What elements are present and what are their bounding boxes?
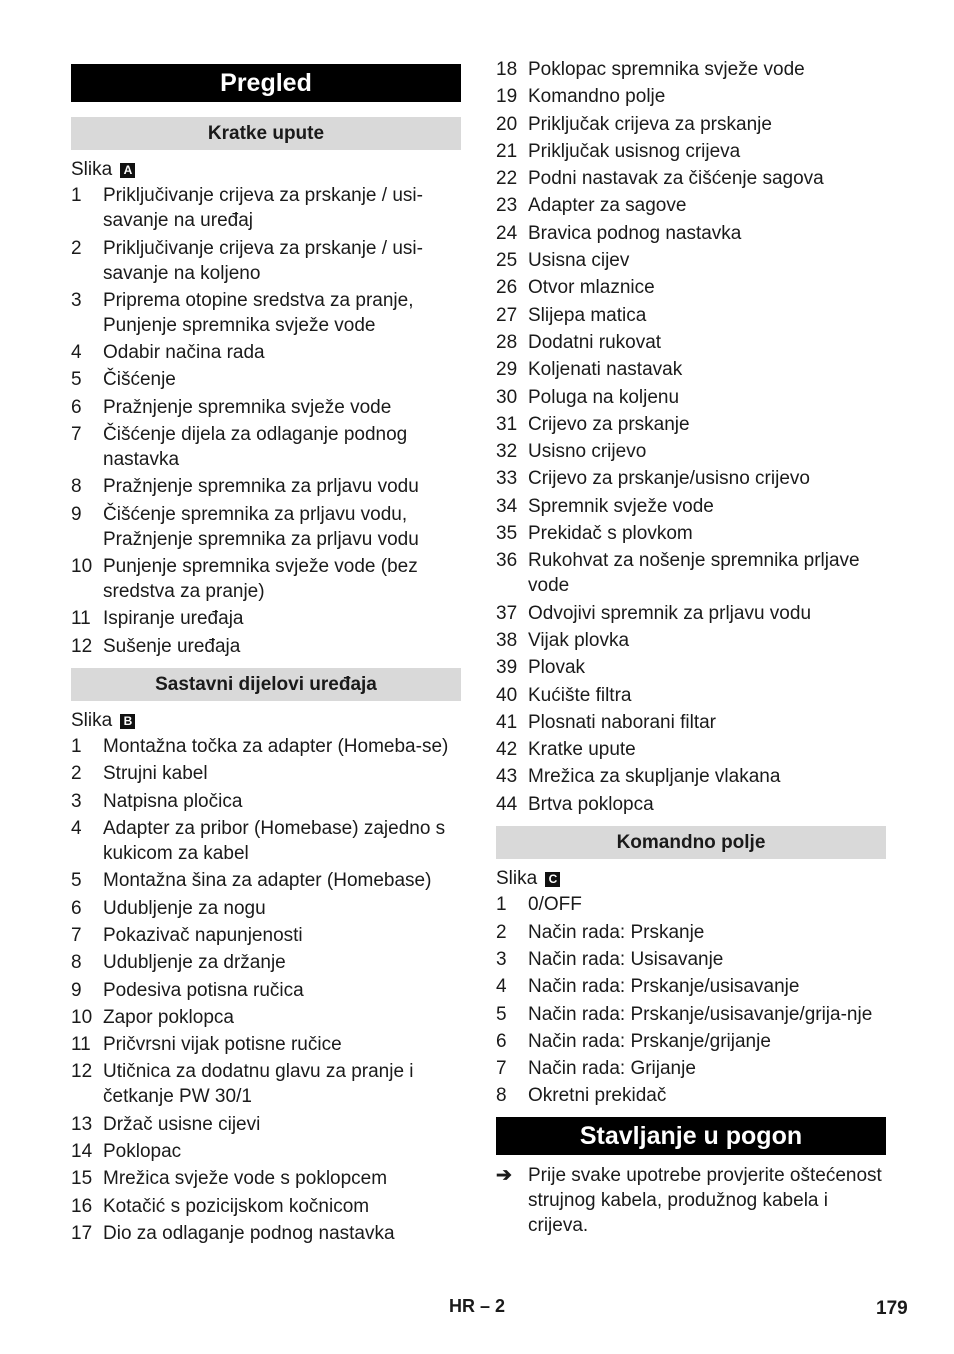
item-text: Mrežica za skupljanje vlakana	[528, 766, 781, 788]
list-item	[71, 606, 461, 631]
item-text: Način rada: Prskanje/usisavanje	[528, 976, 800, 998]
item-number: 26	[496, 277, 518, 299]
list-item	[496, 166, 886, 191]
item-text: Okretni prekidač	[528, 1085, 667, 1107]
item-number: 5	[71, 870, 82, 892]
list-item	[496, 193, 886, 218]
item-text: Odvojivi spremnik za prljavu vodu	[528, 602, 812, 624]
list-item	[71, 1139, 461, 1164]
item-number: 33	[496, 468, 518, 490]
item-number: 31	[496, 413, 518, 435]
item-number: 14	[71, 1141, 93, 1163]
item-text: Pričvrsni vijak potisne ručice	[103, 1034, 342, 1056]
item-text: Poklopac spremnika svježe vode	[528, 59, 805, 80]
item-text: Čišćenje dijela za odlaganje podnog nastavka	[103, 424, 408, 471]
item-text: Priprema otopine sredstva za pranje, Punjenje spremnika svježe vode	[103, 289, 414, 336]
list-item	[71, 734, 461, 759]
quick-guide-list	[71, 183, 461, 658]
item-number: 34	[496, 495, 518, 517]
item-number: 37	[496, 602, 518, 624]
list-item	[496, 466, 886, 491]
heading-kratke-upute: Kratke upute	[71, 117, 461, 150]
item-number: 2	[496, 921, 507, 943]
item-text: Rukohvat za nošenje spremnika prljave vode	[528, 550, 860, 597]
item-number: 1	[496, 894, 507, 916]
item-number: 1	[71, 736, 82, 758]
list-item	[496, 330, 886, 355]
item-text: Poluga na koljenu	[528, 386, 680, 408]
item-text: Dodatni rukovat	[528, 331, 662, 353]
item-text: Crijevo za prskanje/usisno crijevo	[528, 468, 810, 490]
item-text: Kućište filtra	[528, 684, 632, 706]
item-number: 8	[71, 952, 82, 974]
item-number: 22	[496, 168, 518, 190]
item-number: 6	[71, 396, 82, 418]
item-text: Usisna cijev	[528, 250, 630, 272]
instruction-bullet	[496, 1163, 886, 1238]
item-text: Način rada: Grijanje	[528, 1058, 696, 1080]
item-text: Utičnica za dodatnu glavu za pranje i četkanje PW 30/1	[103, 1061, 414, 1108]
item-text: Poklopac	[103, 1141, 182, 1163]
item-number: 18	[496, 59, 518, 80]
item-number: 9	[71, 503, 82, 525]
footer-dash: –	[480, 1296, 491, 1316]
item-number: 23	[496, 195, 518, 217]
item-text: Priključivanje crijeva za prskanje / usi-savanje na koljeno	[103, 237, 423, 284]
list-item	[496, 683, 886, 708]
list-item	[71, 1166, 461, 1191]
list-item	[496, 601, 886, 626]
item-number: 4	[71, 818, 82, 840]
list-item	[496, 947, 886, 972]
footer-language-page	[449, 1296, 505, 1317]
item-number: 35	[496, 523, 518, 545]
list-item	[496, 221, 886, 246]
list-item	[496, 1083, 886, 1108]
item-text: Odabir načina rada	[103, 342, 265, 364]
list-item	[496, 57, 886, 82]
item-number: 13	[71, 1113, 93, 1135]
item-text: Punjenje spremnika svježe vode (bez sredstva za pranje)	[103, 555, 418, 602]
figure-word: Slika	[496, 868, 538, 890]
arrow-right-icon: ➔	[496, 1164, 512, 1186]
list-item	[496, 655, 886, 680]
figure-reference-a	[71, 156, 461, 183]
item-number: 8	[71, 476, 82, 498]
item-text: Način rada: Usisavanje	[528, 948, 724, 970]
list-item	[496, 1029, 886, 1054]
item-number: 8	[496, 1085, 507, 1107]
item-number: 16	[71, 1195, 93, 1217]
item-text: Pražnjenje spremnika svježe vode	[103, 396, 392, 418]
item-number: 10	[71, 555, 93, 577]
list-item	[496, 1002, 886, 1027]
item-number: 24	[496, 222, 518, 244]
item-number: 39	[496, 657, 518, 679]
item-text: Čišćenje spremnika za prljavu vodu, Pražnjenje spremnika za prljavu vodu	[103, 503, 419, 550]
list-item	[71, 978, 461, 1003]
list-item	[71, 761, 461, 786]
list-item	[71, 1032, 461, 1057]
list-item	[496, 737, 886, 762]
list-item	[71, 789, 461, 814]
list-item	[496, 439, 886, 464]
item-text: Crijevo za prskanje	[528, 413, 690, 435]
item-text: Plovak	[528, 657, 586, 679]
list-item	[71, 1221, 461, 1246]
list-item	[71, 1194, 461, 1219]
item-number: 3	[71, 790, 82, 812]
footer-language: HR	[449, 1296, 475, 1316]
item-number: 20	[496, 113, 518, 135]
right-column	[496, 0, 886, 1240]
item-text: Adapter za pribor (Homebase) zajedno s kukicom za kabel	[103, 818, 446, 865]
list-item	[496, 792, 886, 817]
item-number: 28	[496, 331, 518, 353]
figure-word: Slika	[71, 159, 113, 180]
item-text: Komandno polje	[528, 86, 666, 108]
list-item	[71, 474, 461, 499]
list-item	[496, 764, 886, 789]
list-item	[71, 236, 461, 286]
item-text: Priključivanje crijeva za prskanje / usi-savanje na uređaj	[103, 185, 423, 232]
item-number: 6	[71, 897, 82, 919]
list-item	[71, 868, 461, 893]
list-item	[496, 628, 886, 653]
list-item	[71, 422, 461, 472]
page-number: 179	[876, 1298, 908, 1319]
list-item	[71, 395, 461, 420]
item-text: Montažna šina za adapter (Homebase)	[103, 870, 432, 892]
item-text: Pokazivač napunjenosti	[103, 924, 303, 946]
item-text: Zapor poklopca	[103, 1006, 234, 1028]
item-text: Podesiva potisna ručica	[103, 979, 304, 1001]
item-number: 4	[496, 976, 507, 998]
item-number: 32	[496, 441, 518, 463]
item-number: 4	[71, 342, 82, 364]
control-panel-list	[496, 892, 886, 1108]
item-text: Držač usisne cijevi	[103, 1113, 261, 1135]
figure-letter-a: A	[120, 163, 135, 178]
list-item	[496, 974, 886, 999]
list-item	[71, 1112, 461, 1137]
list-item	[496, 521, 886, 546]
item-number: 19	[496, 86, 518, 108]
item-number: 1	[71, 185, 82, 207]
item-text: Brtva poklopca	[528, 793, 654, 815]
item-text: Priključak crijeva za prskanje	[528, 113, 772, 135]
item-text: Način rada: Prskanje/usisavanje/grija-nje	[528, 1003, 873, 1025]
item-text: Sušenje uređaja	[103, 635, 241, 657]
item-text: Kotačić s pozicijskom kočnicom	[103, 1195, 370, 1217]
list-item	[71, 896, 461, 921]
list-item	[496, 112, 886, 137]
item-number: 12	[71, 635, 93, 657]
section-title-pregled: Pregled	[71, 64, 461, 102]
item-text: Pražnjenje spremnika za prljavu vodu	[103, 476, 419, 498]
item-number: 42	[496, 739, 518, 761]
item-number: 44	[496, 793, 518, 815]
item-number: 2	[71, 763, 82, 785]
item-number: 21	[496, 140, 518, 162]
item-number: 36	[496, 550, 518, 572]
item-number: 30	[496, 386, 518, 408]
item-text: Vijak plovka	[528, 629, 630, 651]
item-number: 41	[496, 711, 518, 733]
list-item	[496, 548, 886, 598]
item-number: 15	[71, 1168, 93, 1190]
item-text: Otvor mlaznice	[528, 277, 655, 299]
item-number: 11	[71, 1034, 91, 1056]
list-item	[496, 357, 886, 382]
item-number: 40	[496, 684, 518, 706]
item-text: 0/OFF	[528, 894, 582, 916]
figure-word: Slika	[71, 709, 113, 731]
item-text: Način rada: Prskanje	[528, 921, 705, 943]
item-text: Čišćenje	[103, 369, 176, 391]
list-item	[71, 816, 461, 866]
item-number: 25	[496, 250, 518, 272]
section-title-stavljanje-u-pogon: Stavljanje u pogon	[496, 1117, 886, 1155]
item-text: Kratke upute	[528, 739, 636, 761]
figure-reference-c	[496, 865, 886, 892]
item-text: Strujni kabel	[103, 763, 208, 785]
list-item	[496, 84, 886, 109]
footer-section-page: 2	[495, 1296, 506, 1316]
item-text: Priključak usisnog crijeva	[528, 140, 741, 162]
list-item	[496, 248, 886, 273]
list-item	[496, 1056, 886, 1081]
instruction-text: Prije svake upotrebe provjerite oštećenost strujnog kabela, produžnog kabela i crijeva.	[528, 1164, 882, 1236]
item-text: Spremnik svježe vode	[528, 495, 714, 517]
list-item	[496, 303, 886, 328]
item-text: Adapter za sagove	[528, 195, 687, 217]
list-item	[71, 288, 461, 338]
list-item	[496, 412, 886, 437]
figure-letter-c: C	[545, 872, 560, 887]
item-number: 29	[496, 359, 518, 381]
list-item	[71, 554, 461, 604]
item-number: 6	[496, 1030, 507, 1052]
item-text: Mrežica svježe vode s poklopcem	[103, 1168, 388, 1190]
list-item	[71, 950, 461, 975]
list-item	[496, 494, 886, 519]
item-number: 17	[71, 1222, 93, 1244]
list-item	[496, 385, 886, 410]
item-number: 11	[71, 608, 91, 630]
list-item	[496, 139, 886, 164]
item-number: 43	[496, 766, 518, 788]
list-item	[71, 183, 461, 233]
item-text: Natpisna pločica	[103, 790, 243, 812]
item-text: Udubljenje za nogu	[103, 897, 266, 919]
item-text: Udubljenje za držanje	[103, 952, 286, 974]
item-text: Ispiranje uređaja	[103, 608, 244, 630]
list-item	[71, 367, 461, 392]
list-item	[71, 502, 461, 552]
item-number: 3	[71, 289, 82, 311]
item-number: 5	[71, 369, 82, 391]
item-number: 2	[71, 237, 82, 259]
figure-letter-b: B	[120, 714, 135, 729]
item-number: 5	[496, 1003, 507, 1025]
list-item	[496, 710, 886, 735]
item-number: 27	[496, 304, 518, 326]
item-number: 7	[496, 1058, 507, 1080]
item-text: Prekidač s plovkom	[528, 523, 693, 545]
parts-list	[71, 734, 461, 1246]
item-text: Koljenati nastavak	[528, 359, 683, 381]
parts-list-continued	[496, 57, 886, 817]
list-item	[71, 1059, 461, 1109]
item-text: Način rada: Prskanje/grijanje	[528, 1030, 771, 1052]
left-column	[71, 0, 461, 1248]
list-item	[71, 340, 461, 365]
item-text: Usisno crijevo	[528, 441, 647, 463]
item-number: 9	[71, 979, 82, 1001]
item-text: Plosnati naborani filtar	[528, 711, 716, 733]
list-item	[71, 634, 461, 659]
item-number: 38	[496, 629, 518, 651]
list-item	[71, 923, 461, 948]
item-text: Podni nastavak za čišćenje sagova	[528, 168, 824, 190]
item-number: 12	[71, 1061, 93, 1083]
item-number: 10	[71, 1006, 93, 1028]
item-number: 3	[496, 948, 507, 970]
item-text: Bravica podnog nastavka	[528, 222, 742, 244]
item-number: 7	[71, 924, 82, 946]
list-item	[71, 1005, 461, 1030]
item-text: Slijepa matica	[528, 304, 647, 326]
item-number: 7	[71, 424, 82, 446]
heading-komandno-polje: Komandno polje	[496, 826, 886, 859]
figure-reference-b	[71, 707, 461, 734]
item-text: Montažna točka za adapter (Homeba-se)	[103, 736, 449, 758]
list-item	[496, 920, 886, 945]
list-item	[496, 275, 886, 300]
list-item	[496, 892, 886, 917]
item-text: Dio za odlaganje podnog nastavka	[103, 1222, 395, 1244]
heading-sastavni-dijelovi: Sastavni dijelovi uređaja	[71, 668, 461, 701]
